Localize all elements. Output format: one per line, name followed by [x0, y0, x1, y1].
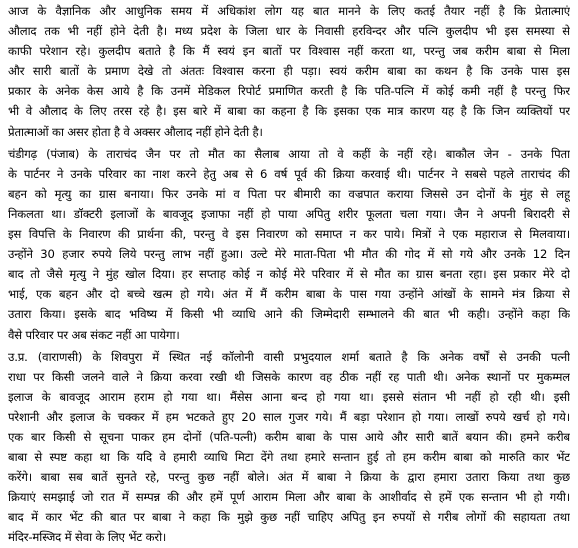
text-line: इलाज के बावजूद आराम हराम हो गया था। मैंसेस आना बन्द हो गया था। इससे संतान भी नहीं हो रही थी। इसी: [8, 389, 570, 404]
text-line: भाई, एक बहन और दो बच्चे खत्म हो गये। अंत में मैं करीम बाबा के पास गया उन्होंने आंखों के सामने मंत्र क्रिया से: [8, 287, 570, 302]
paragraph-ghosts-and-children: [8, 1, 570, 142]
text-line: क्रियाएं समझाई जो रात में सम्पन्न की और हमें पूर्ण आराम मिला और बाबा के आशीर्वाद से हमें एक सन्तान भी हो गयी।: [8, 490, 570, 505]
text-line: काफी परेशान रहे। कुलदीप बताते है कि मैं स्वयं इन बातों पर विश्वास नहीं करता था, परन्तु जब करीम बाबा से मिला: [8, 44, 570, 59]
text-line: चंडीगढ़ (पंजाब) के ताराचंद जैन पर तो मौत का सैलाब आया तो वे कहीं के नहीं रहे। बाकौल जेन - उनके पिता: [8, 146, 570, 161]
text-line: भी वे औलाद के लिए तरस रहे है। इस बारे में बाबा का कहना है कि इसका एक मात्र कारण यह है कि जिन व्यक्तियों पर: [8, 104, 570, 119]
text-line: मंदिर-मस्जिद में सेवा के लिए भेंट करो।: [8, 530, 167, 545]
text-line: बहन को मृत्यु का ग्रास बनाया। फिर उनके मां व पिता पर बीमारी का वज्रपात कराया जिससे उन दोनों के मुंह से लहू: [8, 186, 570, 201]
text-line: प्रकार के अनेक केस आये है कि उनमें मेडिकल रिपोर्ट प्रमाणित करती है कि पति-पत्नि में कोई कमी नहीं है परन्तु फिर: [8, 84, 570, 99]
text-line: और सारी बातों के प्रमाण देखे तो अंततः विश्वास करना ही पड़ा। स्वयं करीम बाबा का कथन है कि उनके पास इस: [8, 64, 570, 79]
text-line: निकलता था। डॉक्टरी इलाजों के बावजूद इजाफा नहीं हो पाया अपितु शरीर फूलता चला गया। जैन ने अपनी बिरादरी से: [8, 206, 570, 221]
text-line: प्रेतात्माओं का असर होता है वे अक्सर औलाद नहीं होने देती है।: [8, 124, 263, 139]
text-line: उन्होंने 30 हजार रुपये लिये परन्तु लाभ नहीं हुआ। उल्टे मेरे माता-पिता भी मौत की गोद में सो गये और उनके 12 दिन: [8, 247, 570, 262]
text-line: उ.प्र. (वाराणसी) के शिवपुरा में स्थित नई कॉलोनी वासी प्रभुदयाल शर्मा बताते है कि अनेक वर्षों से उनकी पत्नी: [8, 349, 570, 364]
text-line: वैसे परिवार पर अब संकट नहीं आ पायेगा।: [8, 327, 180, 342]
paragraph-varanasi-case: [8, 347, 570, 548]
text-line: आज के वैज्ञानिक और आधुनिक समय में अधिकांश लोग यह बात मानने के लिए कतई तैयार नहीं है कि प्रेतात्माएं: [8, 4, 570, 18]
text-line: इस विपत्ति के निवारण की प्रार्थना की, परन्तु वे इस निवारण को समाप्त न कर पाये। मित्रों ने एक महाराज से मिलवाया।: [8, 227, 570, 242]
text-line: उतारा किया। इसके बाद भविष्य में किसी भी व्याधि आने की जिम्मेदारी सम्भालने की बात भी कही। उन्होंने कहा कि: [8, 307, 570, 322]
text-line: करेंगे। बाबा सब बातें सुनते रहे, परन्तु कुछ नहीं बोले। अंत में बाबा ने क्रिया के द्वारा हमारा उतारा किया तथा कुछ: [8, 470, 570, 485]
text-line: एक बार किसी से सूचना पाकर हम दोनों (पति-पत्नी) करीम बाबा के पास आये और सारी बातें बयान की। हमने करीब: [8, 429, 570, 444]
paragraph-chandigarh-case: [8, 144, 570, 345]
text-line: बाद तो जैसे मृत्यु ने मुंह खोल दिया। हर सप्ताह कोई न कोई मेरे परिवार में से मौत का ग्रास बनता रहा। इस प्रकार मेरे दो: [8, 267, 570, 282]
text-line: औलाद तक भी नहीं होने देती है। मध्य प्रदेश के जिला धार के निवासी हरविन्दर और पत्नि कुलदीप भी इस समस्या से: [8, 24, 570, 39]
text-line: परेशानी और इलाज के चक्कर में हम भटकते हुए 20 साल गुजर गये। मैं बड़ा परेशान हो गया। लाखों रुपये खर्च हो गये।: [8, 409, 570, 424]
text-line: के पार्टनर ने उनके परिवार का नाश करने हेतु अब से 6 वर्ष पूर्व की क्रिया करवाई थी। पार्टनर ने सबसे पहले ताराचंद की: [8, 166, 570, 181]
text-line: बाद में कार भेंट की बात पर बाबा ने कहा कि मुझे कुछ नहीं चाहिए अपितु इन रुपयों से गरीब लोगों की सहायता तथा: [8, 510, 570, 525]
text-line: राधा पर किसी जलने वाले ने क्रिया करवा रखी थी जिसके कारण वह ठीक नहीं रह पाती थी। अनेक स्थानों पर मुकम्मल: [8, 369, 570, 384]
text-line: बाबा से स्पष्ट कहा था कि यदि वे हमारी व्याधि मिटा देंगे तथा हमारे सन्तान हुई तो हम करीम बाबा को मारुति कार भेंट: [8, 450, 570, 465]
